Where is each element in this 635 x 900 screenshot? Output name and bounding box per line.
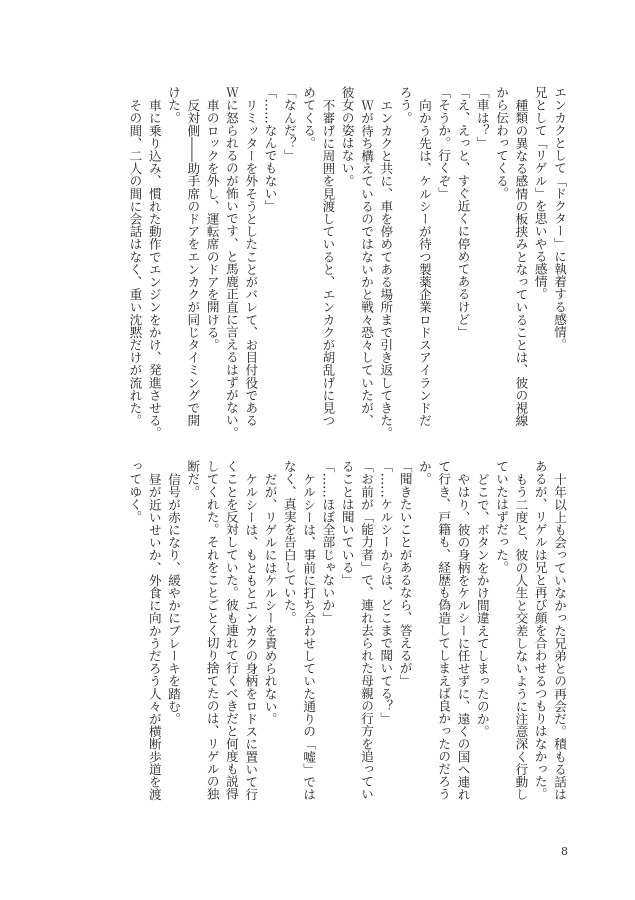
text-line: 向かう先は、ケルシーが待つ製薬企業ロドスアイランドだ	[416, 98, 432, 427]
text-line: リミッターを外そうとしたことがバレて、お目付役である	[243, 98, 259, 427]
text-line: ろう。	[397, 86, 413, 124]
text-line: ケルシーは、事前に打ち合わせしていた通りの「嘘」では	[301, 472, 317, 801]
text-line: 車のロックを外し、運転席のドアを開ける。	[204, 98, 220, 351]
text-line: 兄として「リゲル」を思いやる感情。	[532, 86, 548, 301]
text-line: エンカクとして「ドクター」に執着する感情。	[552, 86, 567, 351]
text-line: エンカクと共に、車を停めてある場所まで引き返してきた。	[378, 98, 394, 439]
page-number: 8	[561, 845, 568, 858]
text-line: から伝わってくる。	[494, 86, 510, 200]
text-line: 彼女の姿はない。	[339, 86, 355, 187]
bottom-text-block	[125, 460, 569, 806]
top-text-block	[125, 86, 569, 439]
text-line: 不審げに周囲を見渡していると、エンカクが胡乱げに見つ	[320, 98, 336, 427]
dialogue-line: 「車は？」	[474, 86, 490, 149]
text-line: ってゆく。	[127, 460, 143, 523]
text-line: してくれた。それをことごとく切り捨てたのは、リゲルの独	[204, 460, 220, 801]
dialogue-line: 「聞きたいことがあるなら、答えるが」	[397, 460, 413, 687]
text-line: 種類の異なる感情の板挟みとなっていることは、彼の視線	[513, 98, 529, 427]
text-line: 昼が近いせいか、外食に向かうだろう人々が横断歩道を渡	[146, 472, 162, 801]
text-line: やはり、彼の身柄をケルシーに任せずに、遠くの国へ連れ	[455, 472, 471, 801]
dialogue-line: 「そうか。行くぞ」	[436, 86, 452, 200]
text-line: めてくる。	[301, 86, 317, 149]
text-line: 車に乗り込み、慣れた動作でエンジンをかけ、発進させる。	[146, 98, 162, 439]
text-line: Ｗに怒られるのが怖いです、と馬鹿正直に言えるはずがない。	[223, 86, 239, 439]
dialogue-line: 「なんだ？」	[281, 86, 297, 162]
dialogue-line: 「え、えっと、すぐ近くに停めてあるけど」	[455, 86, 471, 338]
text-line: くことを反対していた。彼も連れて行くべきだと何度も説得	[223, 460, 239, 801]
dialogue-line: 「お前が「能力者」で、連れ去られた母親の行方を追ってい	[359, 460, 375, 801]
text-line: Ｗが待ち構えているのではないかと戦々恐々していたが、	[359, 98, 375, 427]
text-line: その間、二人の間に会話はなく、重い沈黙だけが流れた。	[127, 98, 143, 427]
text-line: 十年以上も会っていなかった兄弟との再会だ。積もる話は	[552, 472, 567, 801]
text-line: ていたはずだった。	[494, 460, 510, 574]
text-line: 反対側――助手席のドアをエンカクが同じタイミングで開	[185, 98, 201, 427]
dialogue-line: 「……ケルシーからは、どこまで聞いてる？」	[378, 460, 394, 725]
dialogue-line: ることは聞いている」	[339, 460, 355, 586]
text-line: どこで、ボタンをかけ間違えてしまったのか。	[474, 472, 490, 738]
text-line: て行き、戸籍も、経歴も偽造してしまえば良かったのだろう	[436, 460, 452, 801]
dialogue-line: 「……ほぼ全部じゃないか」	[320, 460, 336, 624]
text-line: けた。	[166, 86, 182, 124]
text-line: 断だ。	[185, 460, 201, 498]
text-line: 信号が赤になり、緩やかにブレーキを踏む。	[166, 472, 182, 725]
text-line: あるが、リゲルは兄と再び顔を合わせるつもりはなかった。	[532, 460, 548, 801]
text-line: か。	[416, 460, 432, 486]
text-line: もう二度と、彼の人生と交差しないように注意深く行動し	[513, 472, 529, 801]
text-line: なく、真実を告白していた。	[281, 460, 297, 624]
text-line: ケルシーは、もともとエンカクの身柄をロドスに置いて行	[243, 472, 259, 801]
dialogue-line: 「……なんでもない」	[262, 86, 278, 212]
text-line: だが、リゲルにはケルシーを責められない。	[262, 472, 278, 725]
